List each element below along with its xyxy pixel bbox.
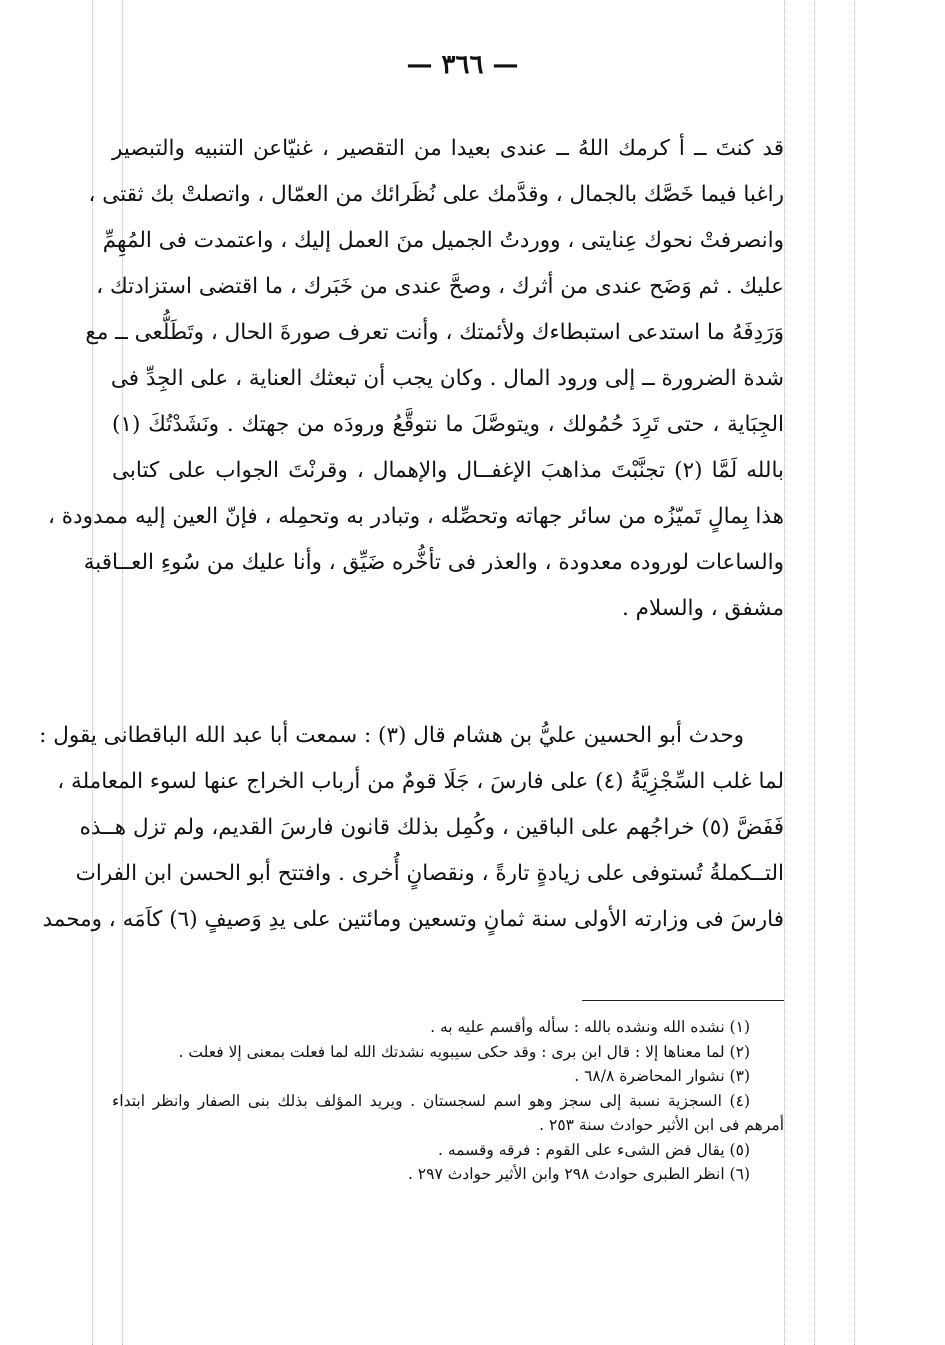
text-line: التــكملةُ تُستوفى على زيادةٍ تارةً ، ونقصانٍ أُخرى . وافتتح أبو الحسن ابن الفرات [75,861,784,886]
text-line: لما غلب السِّجْزِيَّةُ (٤) على فارسَ ، جَلَا قومٌ من أرباب الخراج عنها لسوء المعاملة ، [57,769,784,794]
scan-guide-line [854,0,855,1345]
text-line: عليك . ثم وَضَح عندى من أثرك ، وصحَّ عندى من خَبَرك ، ما اقتضى استزادتك ، [96,274,784,299]
text-line: شدة الضرورة ــ إلى ورود المال . وكان يجب أن تبعثك العناية ، على الجِدِّ فى [110,366,784,391]
text-line: وحدث أبو الحسين عليُّ بن هشام قال (٣) : سمعت أبا عبد الله الباقطانى يقول : [39,723,744,748]
footnote-continuation: أمرهم فى ابن الأثير حوادث سنة ٢٥٣ . [539,1116,784,1134]
footnotes [112,1015,784,1187]
footnote: (٤) السجزية نسبة إلى سجز وهو اسم لسجستان . ويريد المؤلف بذلك بنى الصفار وانظر ابتداء [112,1091,750,1110]
text-line: هذا بِمالٍ تَميّزُه من سائر جهاته وتحصِّله ، وتبادر به وتحمِله ، فإنّ العين إليه ممدودة ، [47,504,784,529]
body-paragraph-1 [47,126,784,632]
footnote: (٦) انظر الطبرى حوادث ٢٩٨ وابن الأثير حوادث ٢٩٧ . [407,1165,750,1183]
text-line: وانصرفتْ نحوك عِنايتى ، ووردتُ الجميل منَ العمل إليك ، واعتمدت فى المُهِمِّ [102,228,784,253]
footnote: (٢) لما معناها إلا : قال ابن برى : وقد حكى سيبويه نشدتك الله لما فعلت بمعنى إلا فعلت . [178,1042,750,1061]
footnote: (١) نشده الله ونشده بالله : سأله وأقسم عليه به . [430,1018,750,1036]
page-number: — ٣٦٦ — [406,50,519,80]
text-line: فارسَ فى وزارته الأولى سنة ثمانٍ وتسعين ومائتين على يدِ وَصيفٍ (٦) كاَمَه ، ومحمد [42,907,784,932]
text-line: والساعات لوروده معدودة ، والعذر فى تأخُّره ضَيِّق ، وأنا عليك من سُوءِ العــاقبة [83,550,784,575]
text-line: قد كنتَ ــ أ كرمك اللهُ ــ عندى بعيدا من التقصير ، غنيّاعن التنبيه والتبصير [112,136,784,161]
scan-guide-line [784,0,785,1345]
text-line: مشفق ، والسلام . [621,596,784,621]
text-line: وَرَدِفَهُ ما استدعى استبطاءك ولأئمتك ، وأنت تعرف صورةَ الحال ، وتَطَلُّعى ــ مع [85,320,784,345]
scan-guide-line [814,0,815,1345]
footnote: (٥) يقال فض الشىء على القوم : فرقه وقسمه . [438,1140,750,1159]
text-line: راغبا فيما خَصَّك بالجمال ، وقدَّمك على نُظَرائك من العمّال ، واتصلتْ بك ثقتى ، [88,182,784,207]
text-line: بالله لَمَّا (٢) تجنَّبْتَ مذاهبَ الإغفــال والإهمال ، وقرنْتَ الجواب على كتابى [112,458,784,483]
footnote-separator [582,1000,784,1001]
text-line: فَفَضَّ (٥) خراجُهم على الباقين ، وكُمِل بذلك قانون فارسَ القديم، ولم تزل هــذه [79,815,784,840]
footnote: (٣) نشوار المحاضرة ٦٨/٨ . [574,1067,750,1085]
text-line: الجِبَاية ، حتى تَرِدَ حُمُولك ، ويتوصَّلَ ما نتوقَّعُ ورودَه من جهتك . ونَشَدْتُكَ (١) [112,412,784,437]
body-paragraph-2 [39,713,784,943]
